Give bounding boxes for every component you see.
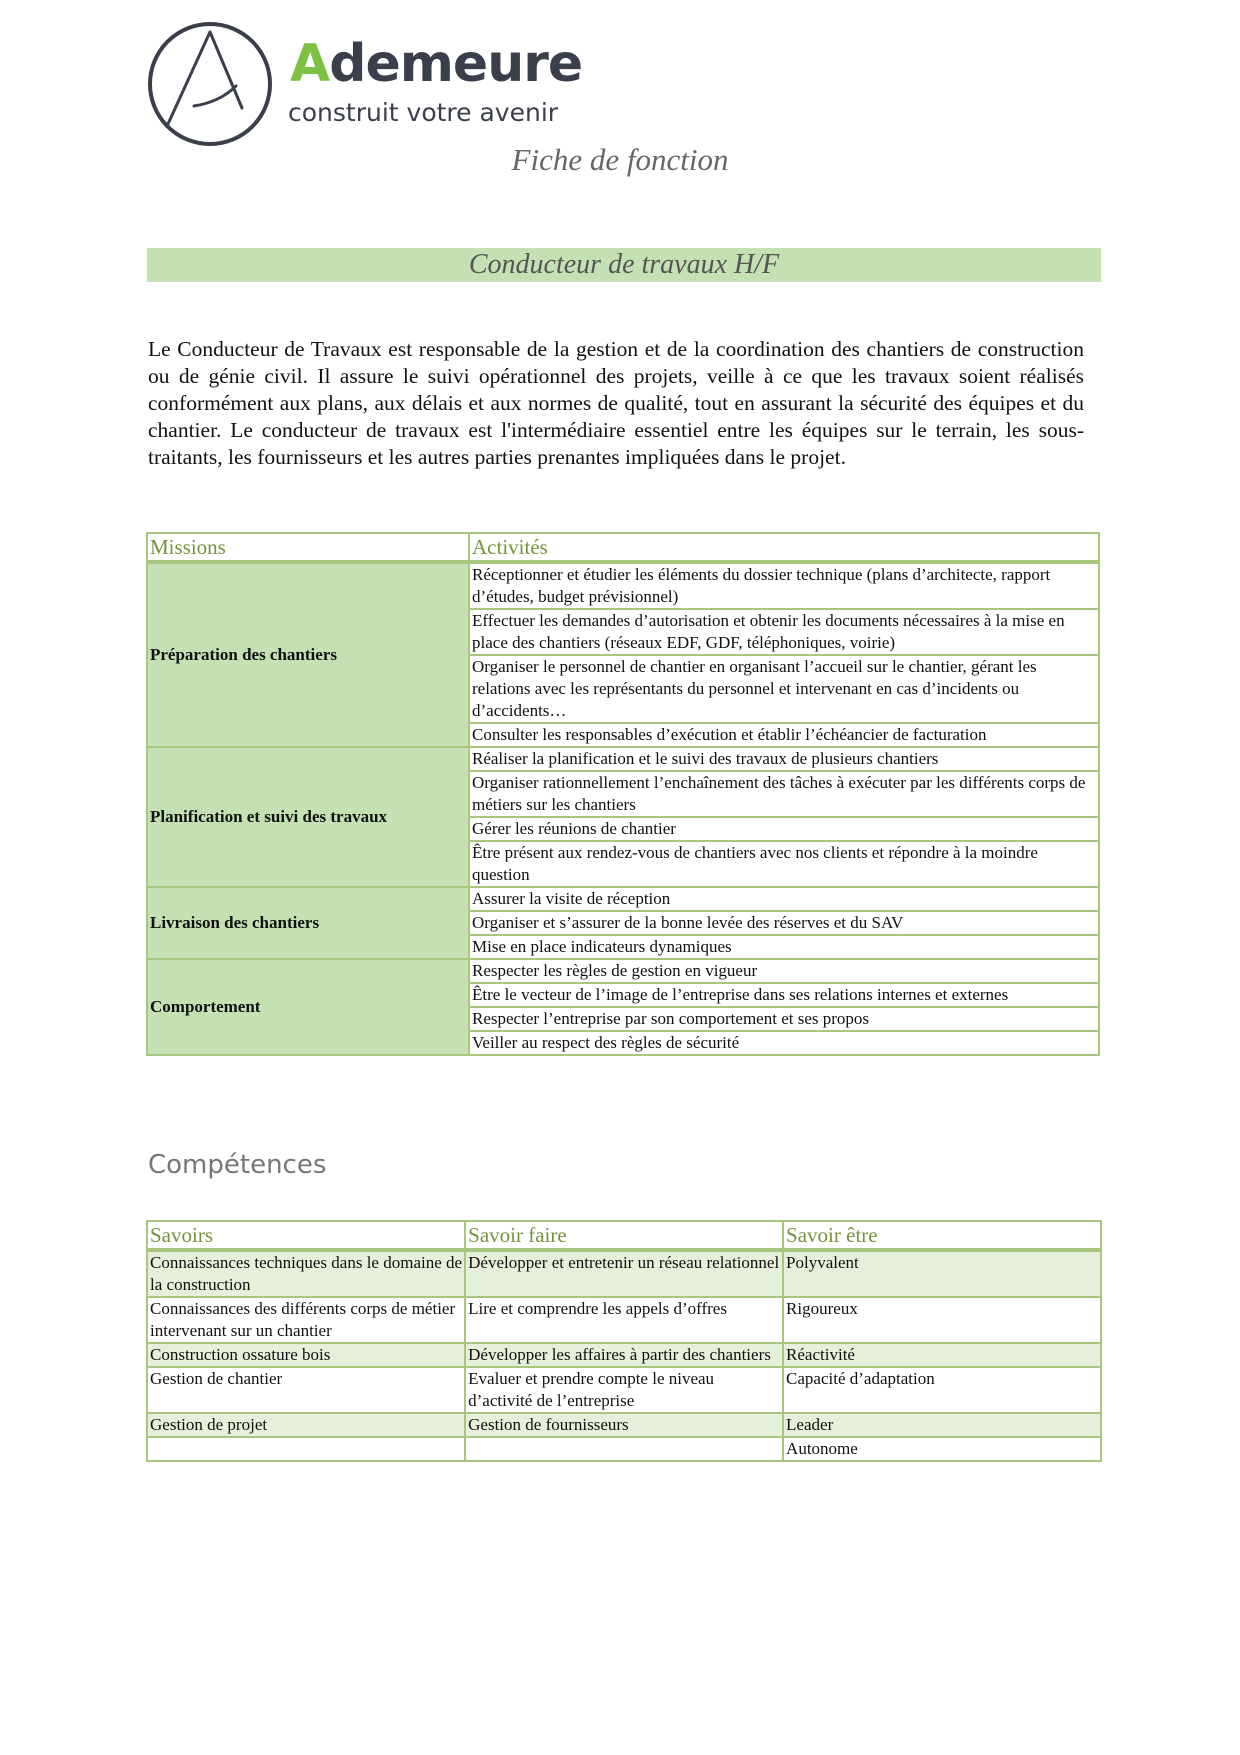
skills-row (147, 1250, 1101, 1297)
mission-cell: Préparation des chantiers (147, 562, 469, 747)
activity-cell: Réceptionner et étudier les éléments du dossier technique (plans d’architecte, rapport d’études, budget prévisionnel) (469, 562, 1099, 609)
savoir-etre-column-header: Savoir être (783, 1221, 1101, 1250)
mission-cell: Planification et suivi des travaux (147, 747, 469, 887)
brand-name: Ademeure (290, 34, 583, 94)
savoirs-column-header: Savoirs (147, 1221, 465, 1250)
ademeure-logo-icon (146, 20, 274, 148)
job-title-banner: Conducteur de travaux H/F (147, 248, 1101, 282)
missions-header-row (147, 533, 1099, 562)
savoir-cell: Construction ossature bois (147, 1343, 465, 1367)
savoir-cell: Connaissances techniques dans le domaine de la construction (147, 1250, 465, 1297)
savoir-cell: Gestion de projet (147, 1413, 465, 1437)
activity-cell: Respecter l’entreprise par son comportement et ses propos (469, 1007, 1099, 1031)
activity-cell: Organiser rationnellement l’enchaînement des tâches à exécuter par les différents corps de métiers sur les chantiers (469, 771, 1099, 817)
savoir-faire-cell: Gestion de fournisseurs (465, 1413, 783, 1437)
skills-header-row (147, 1221, 1101, 1250)
savoir-etre-cell: Polyvalent (783, 1250, 1101, 1297)
activity-cell: Organiser et s’assurer de la bonne levée des réserves et du SAV (469, 911, 1099, 935)
savoir-etre-cell: Rigoureux (783, 1297, 1101, 1343)
missions-column-header: Missions (147, 533, 469, 562)
skills-table (146, 1220, 1102, 1462)
activity-cell: Être le vecteur de l’image de l’entreprise dans ses relations internes et externes (469, 983, 1099, 1007)
activity-cell: Mise en place indicateurs dynamiques (469, 935, 1099, 959)
savoir-cell: Gestion de chantier (147, 1367, 465, 1413)
brand-tagline: construit votre avenir (288, 98, 559, 127)
mission-cell: Comportement (147, 959, 469, 1055)
document-title: Fiche de fonction (511, 142, 729, 177)
mission-activity-row (147, 887, 1099, 911)
activity-cell: Réaliser la planification et le suivi des travaux de plusieurs chantiers (469, 747, 1099, 771)
savoir-etre-cell: Autonome (783, 1437, 1101, 1461)
savoir-etre-cell: Réactivité (783, 1343, 1101, 1367)
activity-cell: Gérer les réunions de chantier (469, 817, 1099, 841)
savoir-faire-cell: Evaluer et prendre compte le niveau d’activité de l’entreprise (465, 1367, 783, 1413)
skills-row (147, 1413, 1101, 1437)
savoir-cell: Connaissances des différents corps de métier intervenant sur un chantier (147, 1297, 465, 1343)
activity-cell: Organiser le personnel de chantier en organisant l’accueil sur le chantier, gérant les relations avec les représentants du personnel et intervenant en cas d’incidents ou d’accidents… (469, 655, 1099, 723)
savoir-cell (147, 1437, 465, 1461)
skills-row (147, 1437, 1101, 1461)
activity-cell: Être présent aux rendez-vous de chantiers avec nos clients et répondre à la moindre question (469, 841, 1099, 887)
mission-activity-row (147, 747, 1099, 771)
savoir-etre-cell: Capacité d’adaptation (783, 1367, 1101, 1413)
skills-row (147, 1297, 1101, 1343)
savoir-faire-cell: Lire et comprendre les appels d’offres (465, 1297, 783, 1343)
mission-cell: Livraison des chantiers (147, 887, 469, 959)
mission-activity-row (147, 959, 1099, 983)
savoir-faire-cell: Développer et entretenir un réseau relationnel (465, 1250, 783, 1297)
intro-paragraph: Le Conducteur de Travaux est responsable de la gestion et de la coordination des chantiers de construction ou de génie civil. Il assure le suivi opérationnel des projets, veille à ce que les travaux soient réalisés conformément aux plans, aux délais et aux normes de qualité, tout en assurant la sécurité des équipes et du chantier. Le conducteur de travaux est l'intermédiaire essentiel entre les équipes sur le terrain, les sous-traitants, les fournisseurs et les autres parties prenantes impliquées dans le projet. (148, 337, 1084, 469)
savoir-faire-cell: Développer les affaires à partir des chantiers (465, 1343, 783, 1367)
savoir-etre-cell: Leader (783, 1413, 1101, 1437)
competences-heading: Compétences (148, 1150, 327, 1180)
activity-cell: Veiller au respect des règles de sécurité (469, 1031, 1099, 1055)
savoir-faire-column-header: Savoir faire (465, 1221, 783, 1250)
skills-row (147, 1367, 1101, 1413)
activity-cell: Respecter les règles de gestion en vigueur (469, 959, 1099, 983)
activity-cell: Assurer la visite de réception (469, 887, 1099, 911)
activity-cell: Effectuer les demandes d’autorisation et obtenir les documents nécessaires à la mise en place des chantiers (réseaux EDF, GDF, téléphoniques, voirie) (469, 609, 1099, 655)
activities-column-header: Activités (469, 533, 1099, 562)
activity-cell: Consulter les responsables d’exécution et établir l’échéancier de facturation (469, 723, 1099, 747)
missions-table (146, 532, 1100, 1056)
skills-row (147, 1343, 1101, 1367)
mission-activity-row (147, 562, 1099, 609)
savoir-faire-cell (465, 1437, 783, 1461)
